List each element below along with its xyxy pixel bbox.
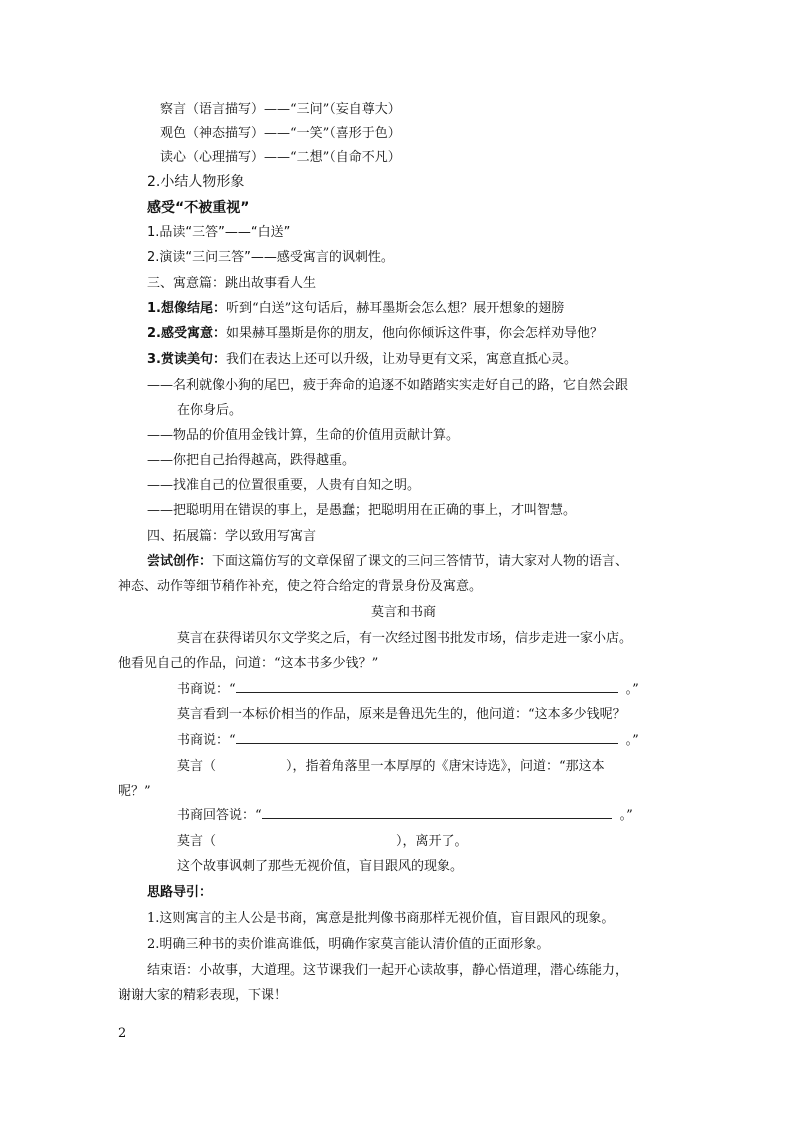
section-heading-extend: 四、拓展篇：学以致用写寓言 (147, 529, 317, 544)
quote-height: ——你把自己抬得越高，跌得越重。 (147, 453, 356, 468)
line-appreciate (147, 350, 577, 370)
label-feel-moral: 2.感受寓意： (147, 326, 226, 341)
section-heading-neglect: 感受“不被重视” (147, 200, 250, 216)
quote-close-1: 。” (625, 682, 639, 697)
line-pindu: 1.品读“三答”——“白送” (147, 225, 291, 240)
label-try-create: 尝试创作： (147, 554, 213, 569)
story-line-merchant-3 (177, 806, 633, 826)
story-conclusion: 这个故事讽刺了那些无视价值，盲目跟风的现象。 (177, 859, 464, 874)
line-try-create (147, 552, 628, 572)
quote-value: ——物品的价值用金钱计算，生命的价值用贡献计算。 (147, 428, 460, 443)
quote-wisdom: ——把聪明用在错误的事上，是愚蠢；把聪明用在正确的事上，才叫智慧。 (147, 503, 577, 518)
moyan-open-4: 莫言（ (177, 834, 217, 849)
story-line-moyan-2: 莫言看到一本标价相当的作品，原来是鲁迅先生的，他问道：“这本多少钱呢？ (177, 707, 626, 722)
quote-fame-cont: 在你身后。 (177, 403, 243, 418)
moyan-action-3: ），指着角落里一本厚厚的《唐宋诗选》，问道：“那这本 (286, 759, 605, 774)
line-feel-moral (147, 324, 603, 344)
story-line-merchant-1 (177, 680, 639, 700)
closing-remarks: 结束语：小故事，大道理。这节课我们一起开心读故事，静心悟道理，潜心练能力， (147, 963, 629, 978)
quote-close-3: 。” (619, 808, 633, 823)
merchant-says-1: 书商说：“ (177, 682, 236, 697)
guide-item-1: 1.这则寓言的主人公是书商，寓意是批判像书商那样无视价值，盲目跟风的现象。 (147, 911, 615, 926)
fill-blank-1[interactable] (236, 680, 618, 693)
story-line-moyan-3 (177, 757, 605, 777)
quote-fame: ——名利就像小狗的尾巴，疲于奔命的追逐不如踏踏实实走好自己的路，它自然会跟 (147, 378, 629, 393)
merchant-says-3: 书商回答说：“ (177, 808, 262, 823)
fill-blank-2[interactable] (236, 731, 618, 744)
label-imagine-ending: 1.想像结尾： (147, 301, 226, 316)
quote-close-2: 。” (625, 733, 639, 748)
closing-remarks-cont: 谢谢大家的精彩表现，下课！ (118, 988, 288, 1003)
page-number: 2 (118, 1026, 127, 1041)
line-duxin: 读心（心理描写）——“二想”（自命不凡） (160, 150, 401, 165)
story-para-1-cont: 他看见自己的作品，问道：“这本书多少钱？” (118, 656, 379, 671)
text-appreciate: 我们在表达上还可以升级，让劝导更有文采，寓意直抵心灵。 (225, 352, 577, 367)
story-line-merchant-2 (177, 731, 639, 751)
line-yandu: 2.演读“三问三答”——感受寓言的讽刺性。 (147, 250, 394, 265)
moyan-open-3: 莫言（ (177, 759, 217, 774)
section-heading-moral: 三、寓意篇：跳出故事看人生 (147, 276, 317, 291)
story-line-moyan-3-cont: 呢？” (118, 784, 151, 799)
line-chayan: 察言（语言描写）——“三问”（妄自尊大） (160, 102, 401, 117)
story-title: 莫言和书商 (371, 605, 437, 620)
text-feel-moral: 如果赫耳墨斯是你的朋友，他向你倾诉这件事，你会怎样劝导他？ (225, 326, 603, 341)
line-imagine-ending (147, 299, 564, 319)
story-para-1: 莫言在获得诺贝尔文学奖之后，有一次经过图书批发市场，信步走进一家小店。 (177, 631, 633, 646)
section-heading-guide: 思路导引： (147, 885, 213, 900)
line-summary-heading: 2.小结人物形象 (147, 174, 245, 190)
quote-position: ——找准自己的位置很重要，人贵有自知之明。 (147, 478, 421, 493)
line-guanse: 观色（神态描写）——“一笑”（喜形于色） (160, 126, 401, 141)
merchant-says-2: 书商说：“ (177, 733, 236, 748)
fill-blank-3[interactable] (262, 806, 612, 819)
line-try-create-cont: 神态、动作等细节稍作补充，使之符合给定的背景身份及寓意。 (118, 579, 483, 594)
story-line-moyan-4 (177, 832, 468, 852)
label-appreciate: 3.赏读美句： (147, 352, 226, 367)
moyan-action-4: ），离开了。 (396, 834, 468, 849)
text-imagine-ending: 听到“白送”这句话后，赫耳墨斯会怎么想？展开想象的翅膀 (225, 301, 565, 316)
text-try-create: 下面这篇仿写的文章保留了课文的三问三答情节，请大家对人物的语言、 (212, 554, 629, 569)
guide-item-2: 2.明确三种书的卖价谁高谁低，明确作家莫言能认清价值的正面形象。 (147, 937, 550, 952)
